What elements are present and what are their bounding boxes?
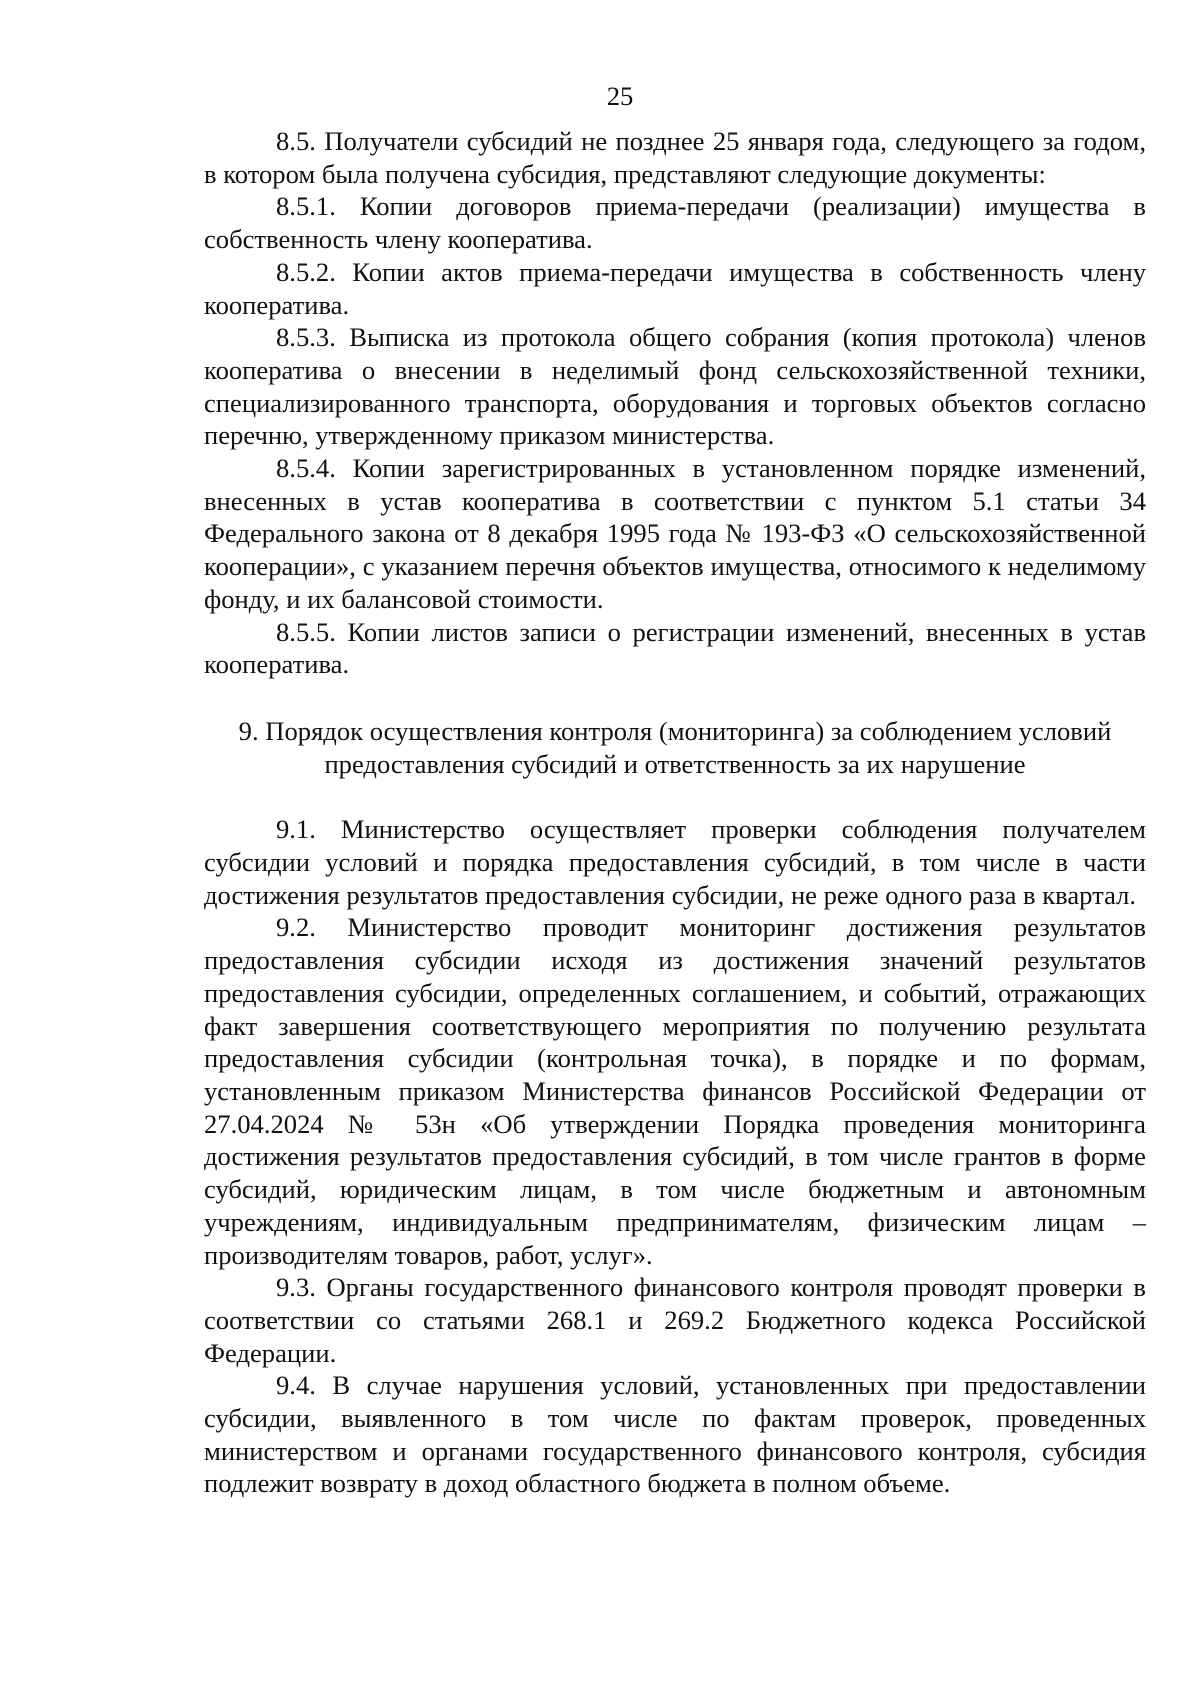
paragraph-8-5-5: 8.5.5. Копии листов записи о регистрации изменений, внесенных в устав кооператива.	[204, 616, 1146, 680]
section-9-heading-line2: предоставления субсидий и ответственность за их нарушение	[324, 748, 1026, 779]
document-body	[204, 125, 1146, 1500]
paragraph-8-5-2: 8.5.2. Копии актов приема-передачи имущества в собственность члену кооператива.	[204, 256, 1146, 320]
paragraph-9-3: 9.3. Органы государственного финансового контроля проводят проверки в соответствии со статьями 268.1 и 269.2 Бюджетного кодекса Российской Федерации.	[204, 1272, 1146, 1368]
paragraph-8-5-4: 8.5.4. Копии зарегистрированных в установленном порядке изменений, внесенных в устав кооператива в соответствии с пунктом 5.1 статьи 34 Федерального закона от 8 декабря 1995 года № 193-ФЗ «О сельскохозяйственной кооперации», с указанием перечня объектов имущества, относимого к неделимому фонду, и их балансовой стоимости.	[204, 453, 1146, 614]
paragraph-9-1: 9.1. Министерство осуществляет проверки соблюдения получателем субсидии условий и порядка предоставления субсидий, в том числе в части достижения результатов предоставления субсидии, не реже одного раза в квартал.	[204, 814, 1146, 910]
page-number: 25	[606, 81, 634, 111]
paragraph-8-5-3: 8.5.3. Выписка из протокола общего собрания (копия протокола) членов кооператива о внесении в неделимый фонд сельскохозяйственной техники, специализированного транспорта, оборудования и торговых объектов согласно перечню, утвержденному приказом министерства.	[204, 322, 1146, 451]
paragraph-8-5: 8.5. Получатели субсидий не позднее 25 января года, следующего за годом, в котором была получена субсидия, представляют следующие документы:	[204, 126, 1146, 189]
paragraph-9-4: 9.4. В случае нарушения условий, установленных при предоставлении субсидии, выявленного в том числе по фактам проверок, проведенных министерством и органами государственного финансового контроля, субсидия подлежит возврату в доход областного бюджета в полном объеме.	[204, 1370, 1146, 1499]
section-9-heading	[204, 715, 1146, 780]
paragraph-8-5-1: 8.5.1. Копии договоров приема-передачи (реализации) имущества в собственность члену кооператива.	[204, 191, 1146, 255]
paragraph-9-2: 9.2. Министерство проводит мониторинг достижения результатов предоставления субсидии исходя из достижения значений результатов предоставления субсидии, определенных соглашением, и событий, отражающих факт завершения соответствующего мероприятия по получению результата предоставления субсидии (контрольная точка), в порядке и по формам, установленным приказом Министерства финансов Российской Федерации от 27.04.2024 № 53н «Об утверждении Порядка проведения мониторинга достижения результатов предоставления субсидий, в том числе грантов в форме субсидий, юридическим лицам, в том числе бюджетным и автономным учреждениям, индивидуальным предпринимателям, физическим лицам – производителям товаров, работ, услуг».	[204, 912, 1146, 1270]
section-9-heading-line1: 9. Порядок осуществления контроля (мониторинга) за соблюдением условий	[238, 715, 1112, 746]
